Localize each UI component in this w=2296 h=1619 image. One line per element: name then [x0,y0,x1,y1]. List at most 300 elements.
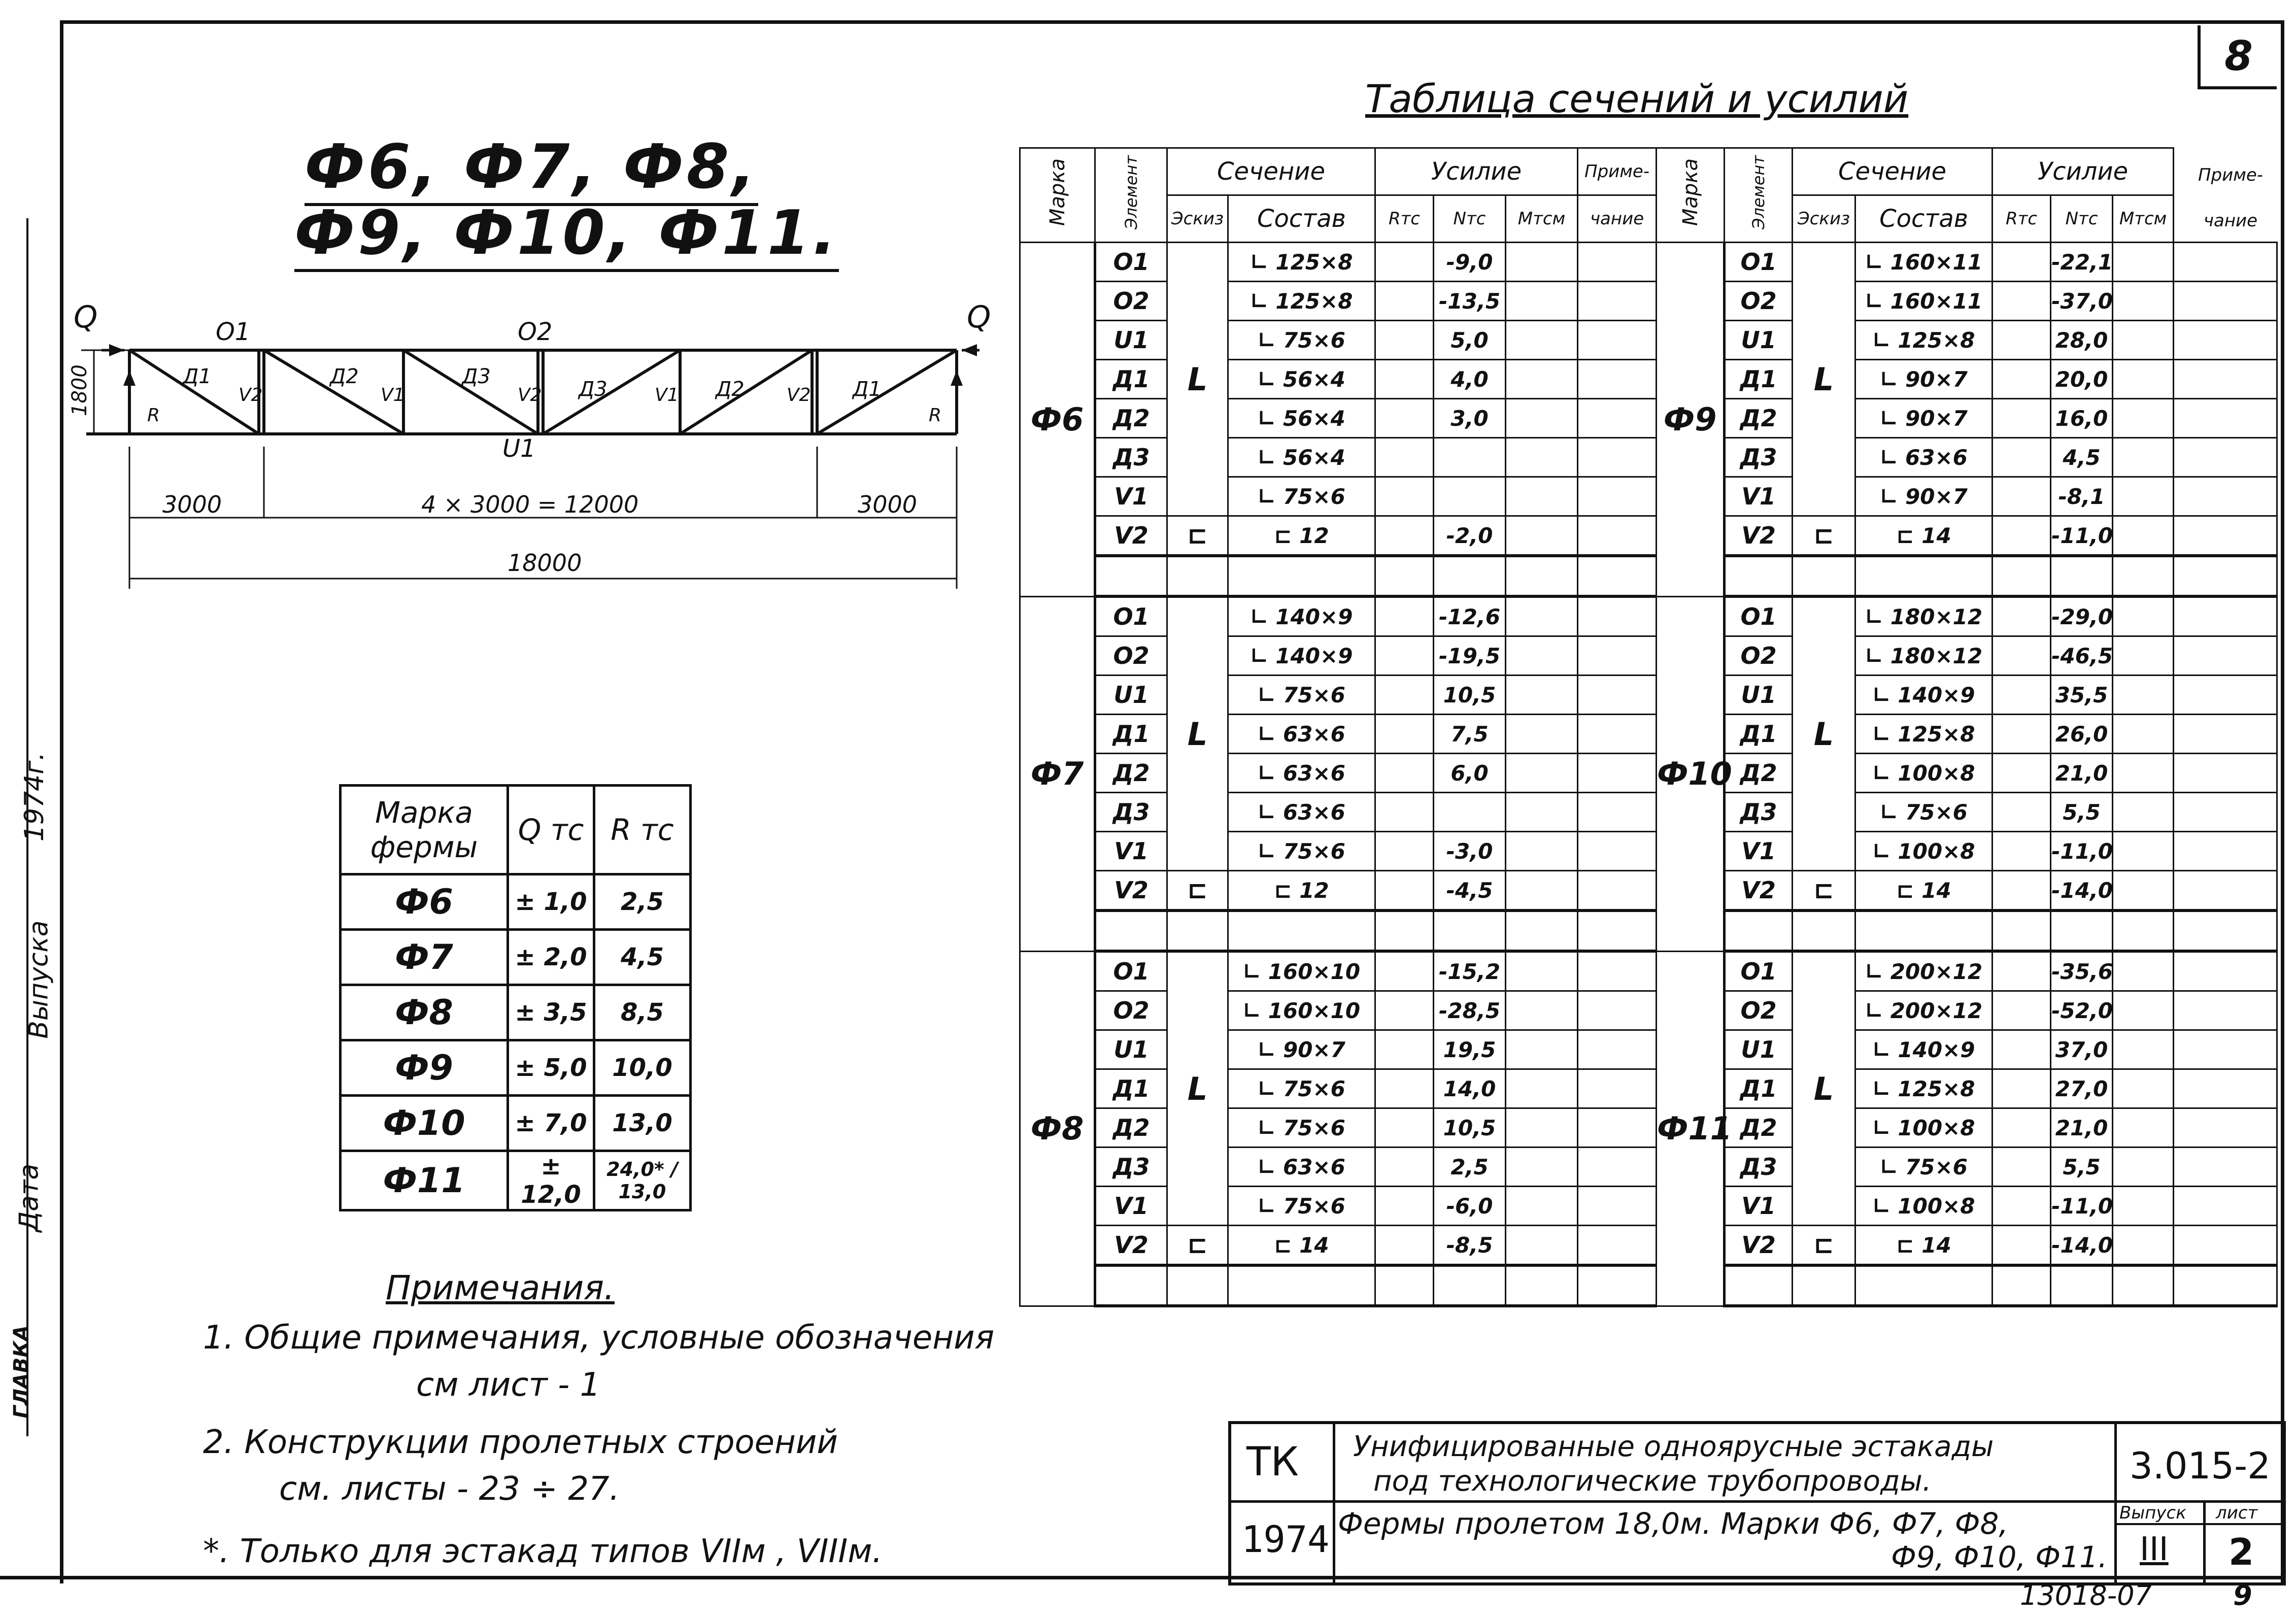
element-cell: O2 [1725,636,1793,676]
q-cell: ± 12,0 [508,1151,594,1210]
n-cell: 5,5 [2051,1148,2113,1187]
truss-mark-cell: Ф9 [1657,243,1725,597]
stamp-vline-2 [2114,1424,2117,1582]
composition-cell: ⊏ 14 [1855,1226,1993,1266]
stamp-code: 3.015-2 [2130,1444,2271,1487]
note-cell [2174,360,2277,399]
note-item: *. Только для эстакад типов VIIм , VIIIм. [203,1533,883,1571]
channel-sketch-cell: ⊏ [1793,871,1855,911]
angle-sketch-cell: L [1167,596,1228,871]
table-row [1020,871,2277,911]
element-cell: Д3 [1725,438,1793,477]
n-cell: 2,5 [1434,1148,1506,1187]
composition-cell: ∟ 75×6 [1228,1187,1375,1226]
r-cell [1375,951,1434,991]
blank-cell [1578,1265,1657,1306]
blank-cell [1434,910,1506,951]
dim-left: 3000 [162,491,222,518]
m-cell [1506,243,1578,282]
r-cell: 24,0* / 13,0 [594,1151,691,1210]
element-cell: Д1 [1725,360,1793,399]
channel-sketch-cell: ⊏ [1167,516,1228,556]
note-cell [1578,636,1657,676]
mark-cell: Ф9 [341,1040,508,1096]
element-cell: Д2 [1725,754,1793,793]
note-cell [1578,871,1657,911]
m-cell [2113,1030,2174,1069]
angle-sketch-cell: L [1167,951,1228,1226]
margin-year: 1974г. [19,752,50,842]
composition-cell: ∟ 75×6 [1855,793,1993,832]
n-cell: -46,5 [2051,636,2113,676]
m-cell [2113,636,2174,676]
note-cell [2174,399,2277,438]
composition-cell: ∟ 75×6 [1228,1069,1375,1108]
composition-cell: ∟ 75×6 [1228,321,1375,360]
m-cell [2113,1148,2174,1187]
table-row [1020,596,2277,636]
sheet-number-box [2198,25,2277,89]
element-cell: Д3 [1725,1148,1793,1187]
notes-block [203,1314,994,1575]
frame-top-line [60,20,2283,24]
element-cell: Д2 [1095,1108,1167,1148]
composition-cell: ⊏ 14 [1855,871,1993,911]
r-cell [1375,793,1434,832]
n-cell: 16,0 [2051,399,2113,438]
blank-cell [2174,556,2277,596]
note-cell [1578,1069,1657,1108]
table-row [1020,243,2277,282]
element-cell: V1 [1095,477,1167,516]
heading-line-2: Ф9, Ф10, Ф11. [294,203,839,272]
m-cell [1506,1069,1578,1108]
heading-line-1: Ф6, Ф7, Ф8, [305,137,758,206]
header-element-2: Элемент [1725,148,1793,243]
composition-cell: ∟ 75×6 [1228,832,1375,871]
n-cell: -35,6 [2051,951,2113,991]
n-cell: 27,0 [2051,1069,2113,1108]
note-cell [2174,832,2277,871]
r-cell [1993,399,2051,438]
header-composition-2: Состав [1855,195,1993,243]
channel-sketch-cell: ⊏ [1793,516,1855,556]
n-cell: 7,5 [1434,715,1506,754]
label-v2-c: V2 [787,385,811,406]
m-cell [1506,951,1578,991]
note-cell [1578,438,1657,477]
label-v1-b: V1 [655,385,679,406]
composition-cell: ∟ 90×7 [1855,477,1993,516]
n-cell: -4,5 [1434,871,1506,911]
r-cell [1993,754,2051,793]
note-cell [1578,1148,1657,1187]
stamp-issue: III [2140,1531,2169,1568]
blank-cell [1506,1265,1578,1306]
note-cell [2174,596,2277,636]
note-cell [2174,282,2277,321]
n-cell: 35,5 [2051,676,2113,715]
note-cell [1578,754,1657,793]
n-cell: -8,5 [1434,1226,1506,1266]
header-n-2: Nтс [2051,195,2113,243]
note-cell [1578,676,1657,715]
label-o2: O2 [518,318,553,346]
m-cell [1506,1148,1578,1187]
m-cell [1506,1226,1578,1266]
n-cell: 4,0 [1434,360,1506,399]
main-table-title: Таблица сечений и усилий [1365,76,1909,121]
spacer-row [1020,556,2277,596]
n-cell: -11,0 [2051,516,2113,556]
header-sketch: Эскиз [1167,195,1228,243]
m-cell [2113,715,2174,754]
angle-sketch-cell: L [1793,951,1855,1226]
m-cell [1506,715,1578,754]
blank-cell [1993,1265,2051,1306]
r-cell [1375,871,1434,911]
element-cell: O1 [1095,243,1167,282]
stamp-org: ТК [1246,1439,1299,1485]
header-r-2: Rтс [1993,195,2051,243]
composition-cell: ∟ 125×8 [1228,282,1375,321]
composition-cell: ∟ 100×8 [1855,754,1993,793]
composition-cell: ∟ 125×8 [1228,243,1375,282]
composition-cell: ⊏ 14 [1228,1226,1375,1266]
element-cell: U1 [1095,1030,1167,1069]
col-q-header: Q тс [508,786,594,874]
n-cell: 28,0 [2051,321,2113,360]
note-cell [1578,1108,1657,1148]
mark-cell: Ф10 [341,1096,508,1151]
r-cell [1375,1187,1434,1226]
m-cell [2113,282,2174,321]
composition-cell: ∟ 75×6 [1228,1108,1375,1148]
blank-cell [1855,1265,1993,1306]
n-cell: -6,0 [1434,1187,1506,1226]
element-cell: Д2 [1095,754,1167,793]
n-cell: -12,6 [1434,596,1506,636]
n-cell: -15,2 [1434,951,1506,991]
composition-cell: ∟ 125×8 [1855,1069,1993,1108]
r-cell [1993,1187,2051,1226]
note-cell [2174,991,2277,1030]
r-cell [1375,1148,1434,1187]
blank-cell [1375,910,1434,951]
note-cell [2174,951,2277,991]
dim-total: 18000 [508,549,582,577]
r-cell [1375,399,1434,438]
note-cell [2174,1069,2277,1108]
label-d2-left: Д2 [330,365,359,388]
r-cell [1993,360,2051,399]
element-cell: U1 [1725,1030,1793,1069]
element-cell: Д3 [1095,438,1167,477]
note-cell [2174,438,2277,477]
element-cell: Д3 [1095,1148,1167,1187]
r-cell [1375,438,1434,477]
header-n: Nтс [1434,195,1506,243]
note-cell [2174,243,2277,282]
stamp-year: 1974 [1241,1518,1330,1561]
note-cell [2174,321,2277,360]
element-cell: U1 [1725,321,1793,360]
element-cell: O1 [1725,243,1793,282]
blank-cell [1793,556,1855,596]
m-cell [2113,871,2174,911]
m-cell [1506,636,1578,676]
element-cell: V2 [1725,871,1793,911]
composition-cell: ∟ 125×8 [1855,321,1993,360]
m-cell [2113,516,2174,556]
label-v2-b: V2 [518,385,542,406]
composition-cell: ∟ 63×6 [1228,793,1375,832]
blank-cell [2113,556,2174,596]
n-cell: -14,0 [2051,871,2113,911]
n-cell: 5,5 [2051,793,2113,832]
header-sketch-2: Эскиз [1793,195,1855,243]
r-cell [1993,991,2051,1030]
element-cell: Д1 [1095,1069,1167,1108]
m-cell [2113,477,2174,516]
m-cell [2113,676,2174,715]
composition-cell: ∟ 75×6 [1228,676,1375,715]
n-cell [1434,793,1506,832]
composition-cell: ⊏ 14 [1855,516,1993,556]
element-cell: Д3 [1725,793,1793,832]
element-cell: V1 [1725,477,1793,516]
truss-mark-cell: Ф8 [1020,951,1095,1306]
blank-cell [1228,910,1375,951]
r-cell [1993,438,2051,477]
composition-cell: ∟ 160×11 [1855,282,1993,321]
element-cell: Д1 [1725,715,1793,754]
note-cell [2174,1108,2277,1148]
m-cell [2113,1226,2174,1266]
n-cell: 5,0 [1434,321,1506,360]
m-cell [1506,832,1578,871]
composition-cell: ∟ 75×6 [1855,1148,1993,1187]
n-cell: -8,1 [2051,477,2113,516]
composition-cell: ∟ 100×8 [1855,1108,1993,1148]
element-cell: O2 [1095,991,1167,1030]
header-m-2: Mтсм [2113,195,2174,243]
r-cell [1375,1069,1434,1108]
composition-cell: ∟ 180×12 [1855,636,1993,676]
r-cell [1375,1108,1434,1148]
header-note-right: Приме- чание [2198,165,2264,231]
angle-sketch-cell: L [1793,596,1855,871]
table-row [341,1040,691,1096]
note-cell [2174,477,2277,516]
blank-cell [2113,910,2174,951]
note-cell [1578,477,1657,516]
note-cell [1578,596,1657,636]
element-cell: O1 [1095,596,1167,636]
truss-mark-cell: Ф11 [1657,951,1725,1306]
blank-cell [1228,556,1375,596]
note-cell [1578,360,1657,399]
table-row [1020,1226,2277,1266]
m-cell [2113,438,2174,477]
element-cell: V1 [1095,832,1167,871]
label-u1: U1 [502,434,536,463]
r-cell [1375,991,1434,1030]
n-cell: 21,0 [2051,1108,2113,1148]
element-cell: V2 [1725,516,1793,556]
dim-mid: 4 × 3000 = 12000 [421,491,639,518]
r-cell [1375,516,1434,556]
stamp-sheet-label: лист [2216,1503,2258,1523]
r-cell [1993,676,2051,715]
note-item: 1. Общие примечания, условные обозначения [203,1319,995,1357]
r-cell [1375,1030,1434,1069]
blank-cell [2174,910,2277,951]
stamp-title-2: под технологические трубопроводы. [1373,1465,1932,1498]
header-note-a: Приме- [1578,148,1657,195]
header-element: Элемент [1095,148,1167,243]
m-cell [2113,793,2174,832]
header-forces-2: Усилие [1993,148,2174,195]
composition-cell: ∟ 63×6 [1228,715,1375,754]
m-cell [1506,793,1578,832]
label-reaction-left: R [147,405,160,426]
element-cell: V1 [1095,1187,1167,1226]
blank-cell [1725,1265,1793,1306]
note-cell [1578,321,1657,360]
element-cell: Д1 [1095,715,1167,754]
m-cell [1506,1108,1578,1148]
m-cell [1506,282,1578,321]
m-cell [1506,871,1578,911]
element-cell: V2 [1095,871,1167,911]
channel-sketch-cell: ⊏ [1167,1226,1228,1266]
table-row [341,930,691,985]
truss-mark-cell: Ф7 [1020,596,1095,951]
n-cell [1434,438,1506,477]
stamp-issue-label: Выпуск [2119,1503,2186,1523]
r-cell: 4,5 [594,930,691,985]
r-cell [1375,636,1434,676]
note-cell [1578,243,1657,282]
composition-cell: ∟ 75×6 [1228,477,1375,516]
table-row [341,1151,691,1210]
dim-height: 1800 [68,364,91,416]
m-cell [2113,1187,2174,1226]
label-d1-left: Д1 [183,365,212,388]
blank-cell [1434,556,1506,596]
channel-sketch-cell: ⊏ [1167,871,1228,911]
blank-cell [1578,556,1657,596]
composition-cell: ∟ 100×8 [1855,1187,1993,1226]
page-number: 9 [2233,1579,2252,1611]
q-cell: ± 1,0 [508,874,594,930]
m-cell [2113,360,2174,399]
n-cell: 14,0 [1434,1069,1506,1108]
n-cell: 26,0 [2051,715,2113,754]
n-cell: 4,5 [2051,438,2113,477]
q-cell: ± 3,5 [508,985,594,1040]
n-cell [1434,477,1506,516]
header-mark: Марка [1020,148,1095,243]
r-cell [1375,243,1434,282]
stamp-title-1: Унифицированные одноярусные эстакады [1353,1430,1994,1463]
m-cell [1506,1187,1578,1226]
n-cell: -22,1 [2051,243,2113,282]
angle-sketch-cell: L [1793,243,1855,516]
note-cell [2174,1148,2277,1187]
blank-cell [1578,910,1657,951]
composition-cell: ∟ 63×6 [1228,754,1375,793]
n-cell: 19,5 [1434,1030,1506,1069]
header-note-b: чание [1578,195,1657,243]
n-cell: -29,0 [2051,596,2113,636]
m-cell [1506,991,1578,1030]
frame-right-line [2281,20,2284,1583]
m-cell [1506,754,1578,793]
m-cell [2113,243,2174,282]
n-cell: 20,0 [2051,360,2113,399]
note-cell [2174,715,2277,754]
n-cell: -37,0 [2051,282,2113,321]
note-cell [1578,832,1657,871]
m-cell [1506,596,1578,636]
label-load-right: Q [967,299,991,335]
header-mark-2: Марка [1657,148,1725,243]
composition-cell: ∟ 140×9 [1228,636,1375,676]
notes-title: Примечания. [386,1268,615,1307]
label-reaction-right: R [929,405,942,426]
blank-cell [1095,556,1167,596]
r-cell [1993,715,2051,754]
composition-cell: ⊏ 12 [1228,871,1375,911]
r-cell [1375,596,1434,636]
element-cell: O1 [1725,596,1793,636]
element-cell: V2 [1095,1226,1167,1266]
header-m: Mтсм [1506,195,1578,243]
note-cell [2174,793,2277,832]
blank-cell [1725,556,1793,596]
composition-cell: ∟ 160×10 [1228,991,1375,1030]
element-cell: Д1 [1095,360,1167,399]
n-cell: 37,0 [2051,1030,2113,1069]
n-cell: 3,0 [1434,399,1506,438]
blank-cell [1095,1265,1167,1306]
r-cell [1993,243,2051,282]
element-cell: V2 [1095,516,1167,556]
stamp-vline-1 [1333,1424,1335,1582]
r-cell [1993,636,2051,676]
header-composition: Состав [1228,195,1375,243]
n-cell: 21,0 [2051,754,2113,793]
n-cell: 10,5 [1434,1108,1506,1148]
n-cell: -3,0 [1434,832,1506,871]
blank-cell [1855,910,1993,951]
r-cell [1993,1226,2051,1266]
label-d2-right: Д2 [716,378,745,401]
note-cell [1578,1030,1657,1069]
blank-cell [1855,556,1993,596]
element-cell: U1 [1725,676,1793,715]
r-cell [1993,282,2051,321]
r-cell: 13,0 [594,1096,691,1151]
composition-cell: ∟ 180×12 [1855,596,1993,636]
blank-cell [2051,1265,2113,1306]
title-block [1228,1421,2286,1586]
footer-code: 13018-07 [2020,1579,2152,1611]
blank-cell [1167,910,1228,951]
table-row [1020,951,2277,991]
